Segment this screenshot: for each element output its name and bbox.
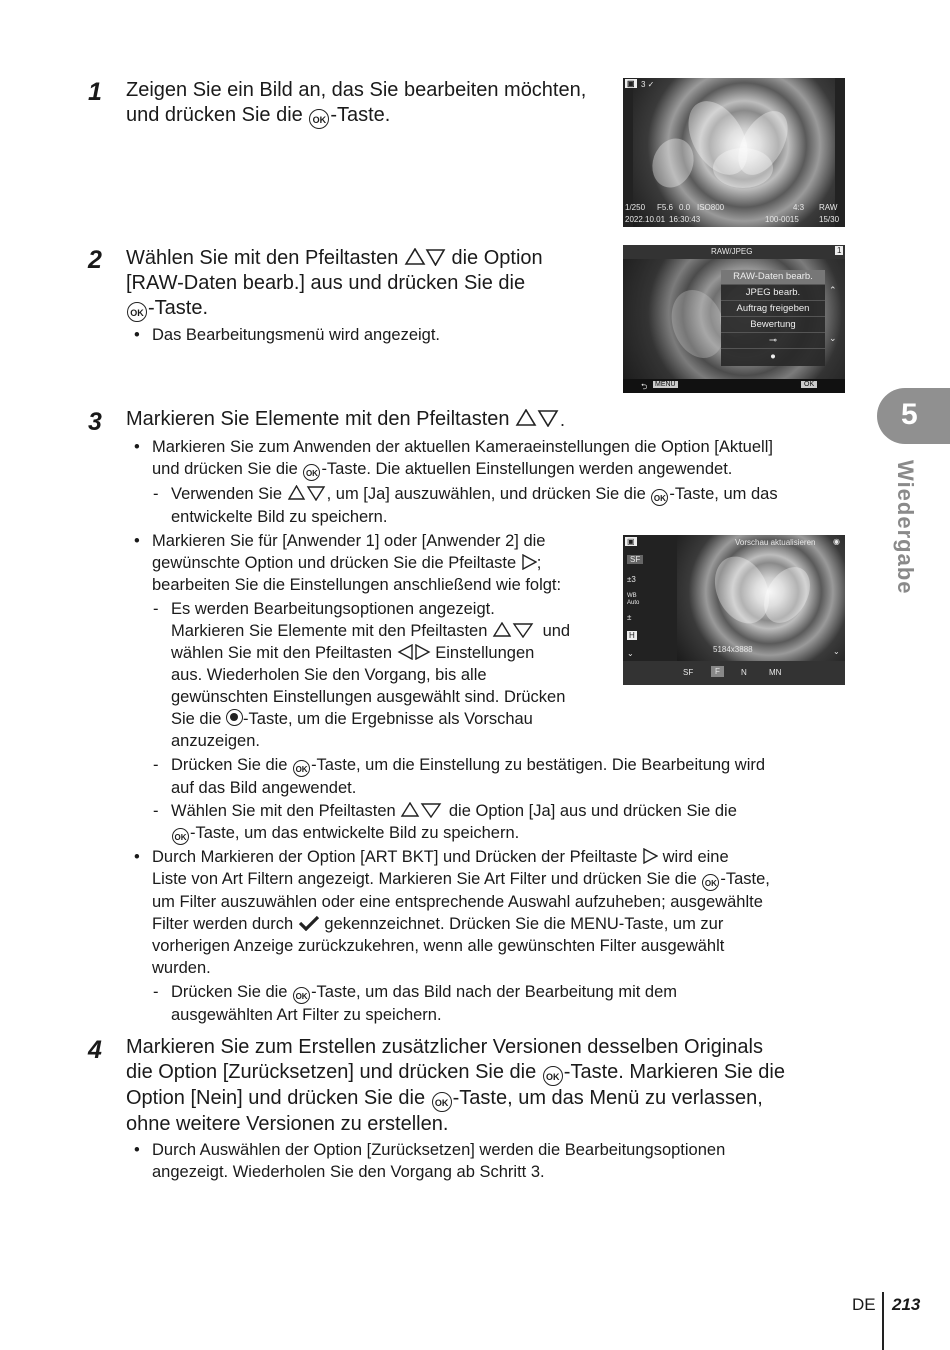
image-size: 5184x3888 (713, 645, 753, 654)
info-bar (623, 203, 845, 227)
edit-option-picture-mode[interactable]: SF (627, 555, 643, 564)
camera-screen-playback (623, 78, 845, 227)
mode-sf[interactable]: SF (683, 668, 694, 677)
checkmark-icon (298, 915, 320, 931)
ok-button-icon: OK (172, 828, 189, 845)
date: 2022.10.01 (625, 215, 666, 224)
mode-mn[interactable]: MN (769, 668, 782, 677)
lock-icon: ▣ (627, 79, 635, 88)
edit-option-list (623, 553, 649, 663)
text-line: [RAW-Daten bearb.] aus und drücken Sie die (126, 272, 526, 294)
right-arrow-icon (521, 554, 537, 570)
exposure: 0.0 (679, 203, 691, 212)
chapter-label: Wiedergabe (893, 460, 918, 595)
step-number: 2 (88, 246, 102, 274)
left-right-arrow-icon (397, 644, 431, 660)
edit-option-sharpness[interactable]: ±3 (627, 575, 636, 584)
back-arrow-icon: ⮌ (641, 382, 648, 391)
up-down-arrow-icon (515, 409, 565, 427)
step-number: 4 (88, 1036, 102, 1064)
dash-item: - Verwenden Sie , um [Ja] auszuwählen, und drücken Sie die OK -Taste, um das entwickelte Bild zu speichern. (171, 483, 778, 528)
preview-update-label: Vorschau aktualisieren (735, 538, 816, 547)
edit-option-wb[interactable]: WB Auto (627, 593, 640, 606)
step-number: 1 (88, 78, 102, 106)
footer-lang: DE (852, 1295, 876, 1314)
ok-key-label: OK (801, 381, 817, 388)
chevron-down-icon: ⌄ (833, 647, 840, 656)
text-line: und drücken Sie die OK -Taste. (126, 103, 586, 129)
scroll-up-icon: ⌃ (829, 285, 837, 295)
mode-f[interactable]: F (711, 666, 724, 677)
format: RAW (819, 203, 838, 212)
text-line: Zeigen Sie ein Bild an, das Sie bearbeiten möchten, (126, 79, 587, 101)
menu-title-bar (623, 245, 845, 259)
time: 16:30:43 (669, 215, 701, 224)
bullet-item: • Durch Auswählen der Option [Zurücksetzen] werden die Bearbeitungsoptionen angezeigt. Wiederholen Sie den Vorgang ab Schritt 3. (152, 1139, 725, 1183)
up-down-arrow-icon (400, 802, 444, 818)
menu-item-jpeg-edit[interactable]: JPEG bearb. (721, 286, 825, 301)
step-text (126, 78, 586, 129)
ok-button-icon: OK (127, 302, 147, 322)
ok-button-icon: OK (543, 1066, 563, 1086)
camera-screen-menu (623, 245, 845, 393)
step-text (126, 246, 543, 322)
dash-item: - Wählen Sie mit den Pfeiltasten die Option [Ja] aus und drücken Sie die OK -Taste, um das entwickelte Bild zu speichern. (171, 800, 737, 845)
bullet-item: • Markieren Sie für [Anwender 1] oder [Anwender 2] die gewünschte Option und drücken Sie die Pfeiltaste ; bearbeiten Sie die Einstellungen anschließend wie folgt: (152, 530, 561, 596)
chapter-tab (877, 388, 950, 444)
key-icon[interactable]: ⊸ (721, 334, 825, 349)
footer-divider (882, 1292, 884, 1350)
aspect-ratio: 4:3 (793, 203, 805, 212)
dash-item: - Drücken Sie die OK -Taste, um das Bild nach der Bearbeitung mit dem ausgewählten Art Filter zu speichern. (171, 981, 677, 1026)
bullet-item: • Das Bearbeitungsmenü wird angezeigt. (152, 324, 440, 346)
text-line: OK -Taste. (126, 296, 543, 322)
edit-option-highlight[interactable]: H (629, 631, 635, 640)
frame-count: 15/30 (819, 215, 840, 224)
right-arrow-icon (642, 848, 658, 864)
step-text: Markieren Sie Elemente mit den Pfeiltasten . (126, 408, 566, 430)
dash-item: - Es werden Bearbeitungsoptionen angezeigt. Markieren Sie Elemente mit den Pfeiltasten und wählen Sie mit den Pfeiltasten Einstellungen aus. Wiederholen Sie den Vorgang, bis alle gewünschten Einstellungen ausgewählt sind. Drücken Sie die -Taste, um die Ergebnisse als Vorschau anzuzeigen. (171, 598, 570, 752)
ok-button-icon: OK (702, 874, 719, 891)
flower-photo (677, 535, 845, 661)
menu-title: RAW/JPEG (711, 247, 753, 256)
camera-screen-edit (623, 535, 845, 685)
rating-text: 3 ✓ (641, 80, 655, 89)
ok-button-icon: OK (303, 464, 320, 481)
chapter-number: 5 (901, 398, 918, 431)
file-number: 100-0015 (765, 215, 799, 224)
edit-menu (721, 270, 825, 366)
aperture: F5.6 (657, 203, 674, 212)
ok-button-icon: OK (293, 987, 310, 1004)
menu-bottom-bar (623, 379, 845, 393)
up-down-arrow-icon (287, 485, 327, 501)
page-number: 213 (892, 1295, 921, 1314)
iso: ISO800 (697, 203, 725, 212)
menu-item-raw-edit[interactable]: RAW-Daten bearb. (721, 270, 825, 285)
ok-button-icon: OK (651, 489, 668, 506)
step-text: Markieren Sie zum Erstellen zusätzlicher Versionen desselben Originals die Option [Zurücksetzen] und drücken Sie die OK -Taste. Markieren Sie die Option [Nein] und drücken Sie die OK -Taste, um das Menü zu verlassen, ohne weitere Versionen zu erstellen. (126, 1036, 785, 1135)
ok-button-icon: OK (309, 109, 329, 129)
ok-button-icon: OK (432, 1092, 452, 1112)
ok-button-icon: OK (293, 760, 310, 777)
up-down-arrow-icon (492, 622, 538, 638)
edit-option-exposure[interactable]: ± (627, 613, 632, 622)
menu-item-share-order[interactable]: Auftrag freigeben (721, 302, 825, 317)
step-number: 3 (88, 408, 102, 436)
shutter-speed: 1/250 (625, 203, 646, 212)
chevron-down-icon[interactable]: ⌄ (627, 649, 634, 658)
edit-bottom-bar (623, 661, 845, 685)
svg-text:.: . (560, 410, 566, 427)
bullet-item: • Markieren Sie zum Anwenden der aktuellen Kameraeinstellungen die Option [Aktuell] und drücken Sie die OK -Taste. Die aktuellen Einstellungen werden angewendet. (152, 436, 773, 481)
text-line: Wählen Sie mit den Pfeiltasten die Option (126, 247, 543, 269)
mode-n[interactable]: N (741, 668, 747, 677)
mic-icon[interactable]: ● (770, 351, 776, 362)
dash-item: - Drücken Sie die OK -Taste, um die Einstellung zu bestätigen. Die Bearbeitung wird auf das Bild angewendet. (171, 754, 765, 799)
record-icon: ◉ (833, 537, 840, 546)
card-badge: 1 (837, 246, 842, 255)
menu-item-rating[interactable]: Bewertung (721, 318, 825, 333)
menu-key-label: MENU (655, 381, 676, 388)
lock-icon: ▣ (627, 537, 635, 546)
up-down-arrow-icon (404, 248, 446, 266)
scroll-down-icon: ⌄ (829, 333, 837, 343)
record-button-icon (226, 709, 243, 726)
bullet-item: • Durch Markieren der Option [ART BKT] und Drücken der Pfeiltaste wird eine Liste von Art Filtern angezeigt. Markieren Sie Art Filter und drücken Sie die OK -Taste, um Filter auszuwählen oder eine entsprechende Auswahl aufzuheben; ausgewählte Filter werden durch gekennzeichnet. Drücken Sie die MENU-Taste, um zur vorherigen Anzeige zurückzukehren, wenn alle gewünschten Filter ausgewählt wurden. (152, 846, 770, 979)
